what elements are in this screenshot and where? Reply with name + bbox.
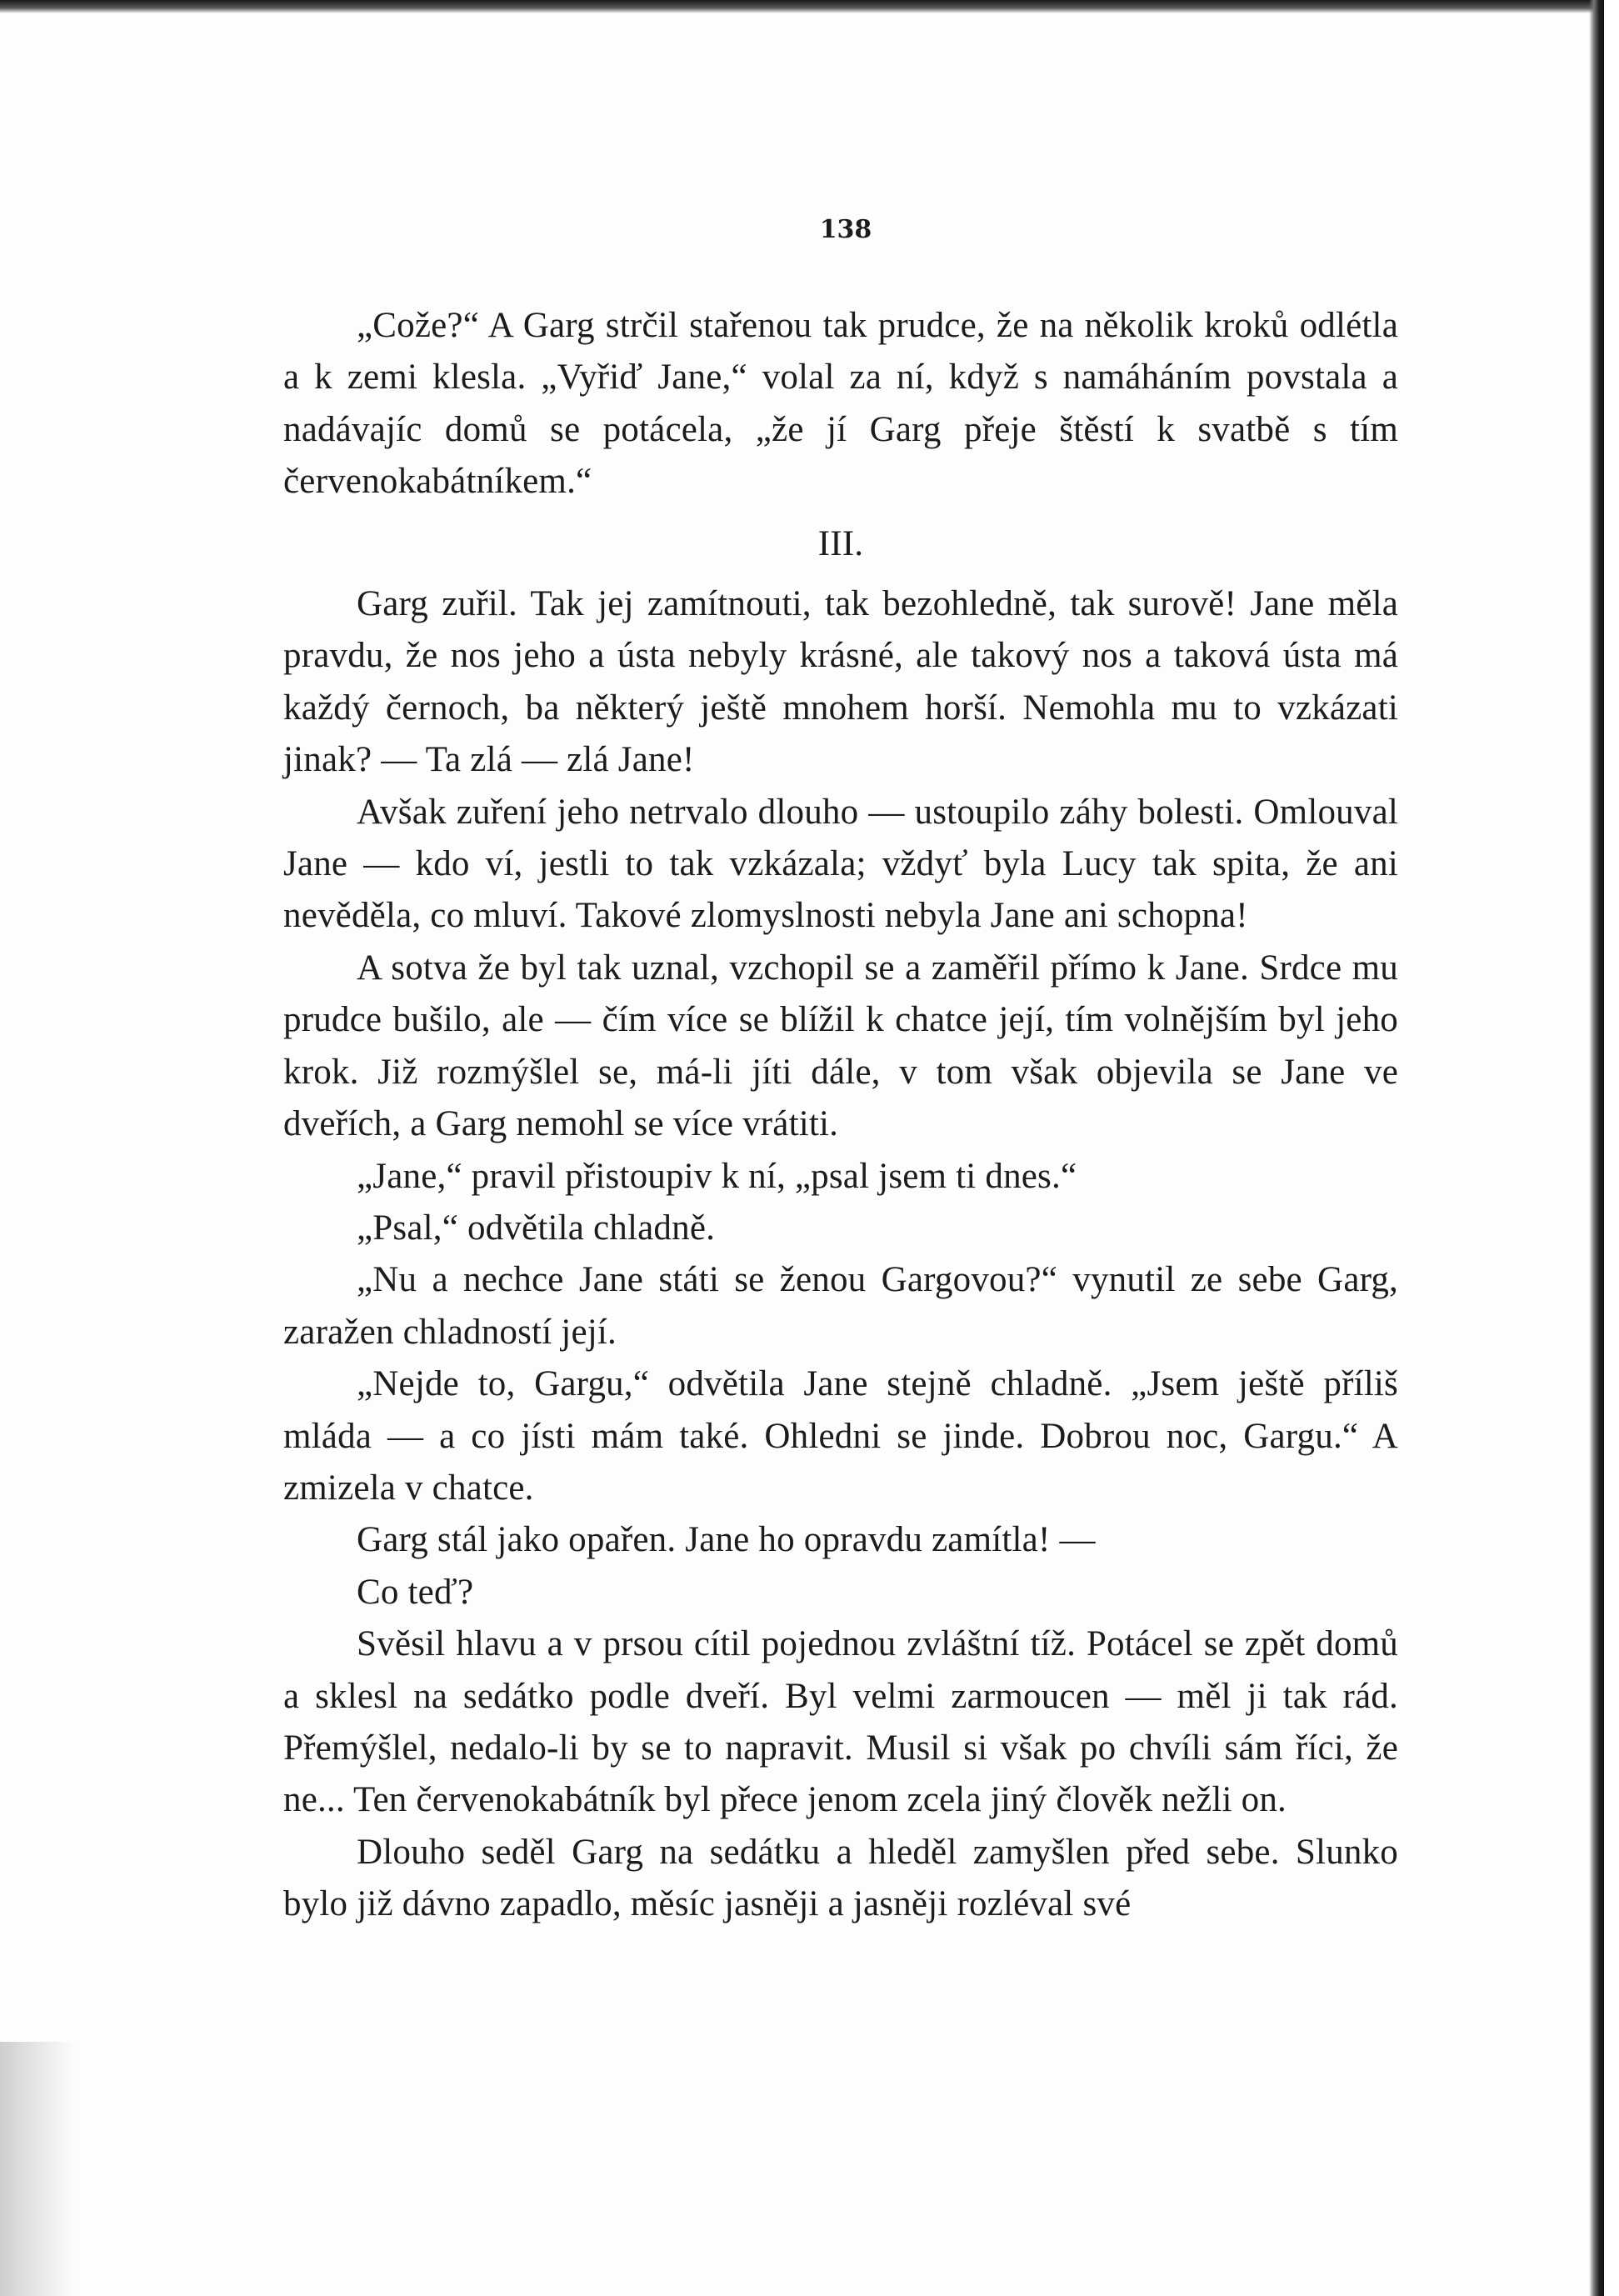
scan-edge-top xyxy=(0,0,1619,13)
paragraph: „Cože?“ A Garg strčil stařenou tak prudce, že na několik kroků odlétla a k zemi klesla. „Vyřiď Jane,“ volal za ní, když s namáháním povstala a nadávajíc domů se potácela, „že jí Garg přeje štěstí k svatbě s tím červenokabátníkem.“ xyxy=(283,306,1398,502)
paragraph: „Psal,“ odvětila chladně. xyxy=(357,1208,716,1248)
paragraph: Garg zuřil. Tak jej zamítnouti, tak bezohledně, tak surově! Jane měla pravdu, že nos jeho a ústa nebyly krásné, ale takový nos a taková ústa má každý černoch, ba některý ještě mnohem horší. Nemohla mu to vzkázati jinak? — Ta zlá — zlá Jane! xyxy=(283,584,1398,780)
paragraph: „Nejde to, Gargu,“ odvětila Jane stejně chladně. „Jsem ještě příliš mláda — a co jísti mám také. Ohledni se jinde. Dobrou noc, Gargu.“ A zmizela v chatce. xyxy=(283,1364,1398,1508)
page-number: 138 xyxy=(819,215,872,244)
paragraph: „Nu a nechce Jane státi se ženou Gargovou?“ vynutil ze sebe Garg, zaražen chladností její. xyxy=(283,1260,1398,1352)
paragraph: „Jane,“ pravil přistoupiv k ní, „psal jsem ti dnes.“ xyxy=(357,1156,1077,1196)
paragraph: Garg stál jako opařen. Jane ho opravdu zamítla! — xyxy=(357,1520,1096,1560)
paragraph: A sotva že byl tak uznal, vzchopil se a zaměřil přímo k Jane. Srdce mu prudce bušilo, ale — čím více se blížil k chatce její, tím volnějším byl jeho krok. Již rozmýšlel se, má-li jíti dále, v tom však objevila se Jane ve dveřích, a Garg nemohl se více vrátiti. xyxy=(283,948,1398,1144)
paragraph: Svěsil hlavu a v prsou cítil pojednou zvláštní tíž. Potácel se zpět domů a sklesl na sedátko podle dveří. Byl velmi zarmoucen — měl ji tak rád. Přemýšlel, nedalo-li by se to napravit. Musil si však po chvíli sám říci, že ne... Ten červenokabátník byl přece jenom zcela jiný člověk nežli on. xyxy=(283,1624,1398,1820)
paragraph: Co teď? xyxy=(357,1572,474,1612)
paragraph: Dlouho seděl Garg na sedátku a hleděl zamyšlen před sebe. Slunko bylo již dávno zapadlo, měsíc jasněji a jasněji rozléval své xyxy=(283,1832,1398,1924)
section-heading: III. xyxy=(817,523,864,563)
scan-edge-right xyxy=(1589,0,1619,2296)
scan-shadow-left xyxy=(0,2042,75,2296)
body-text xyxy=(283,300,1398,1931)
paragraph: Avšak zuření jeho netrvalo dlouho — ustoupilo záhy bolesti. Omlouval Jane — kdo ví, jestli to tak vzkázala; vždyť byla Lucy tak spita, že ani nevěděla, co mluví. Takové zlomyslnosti nebyla Jane ani schopna! xyxy=(283,792,1398,936)
